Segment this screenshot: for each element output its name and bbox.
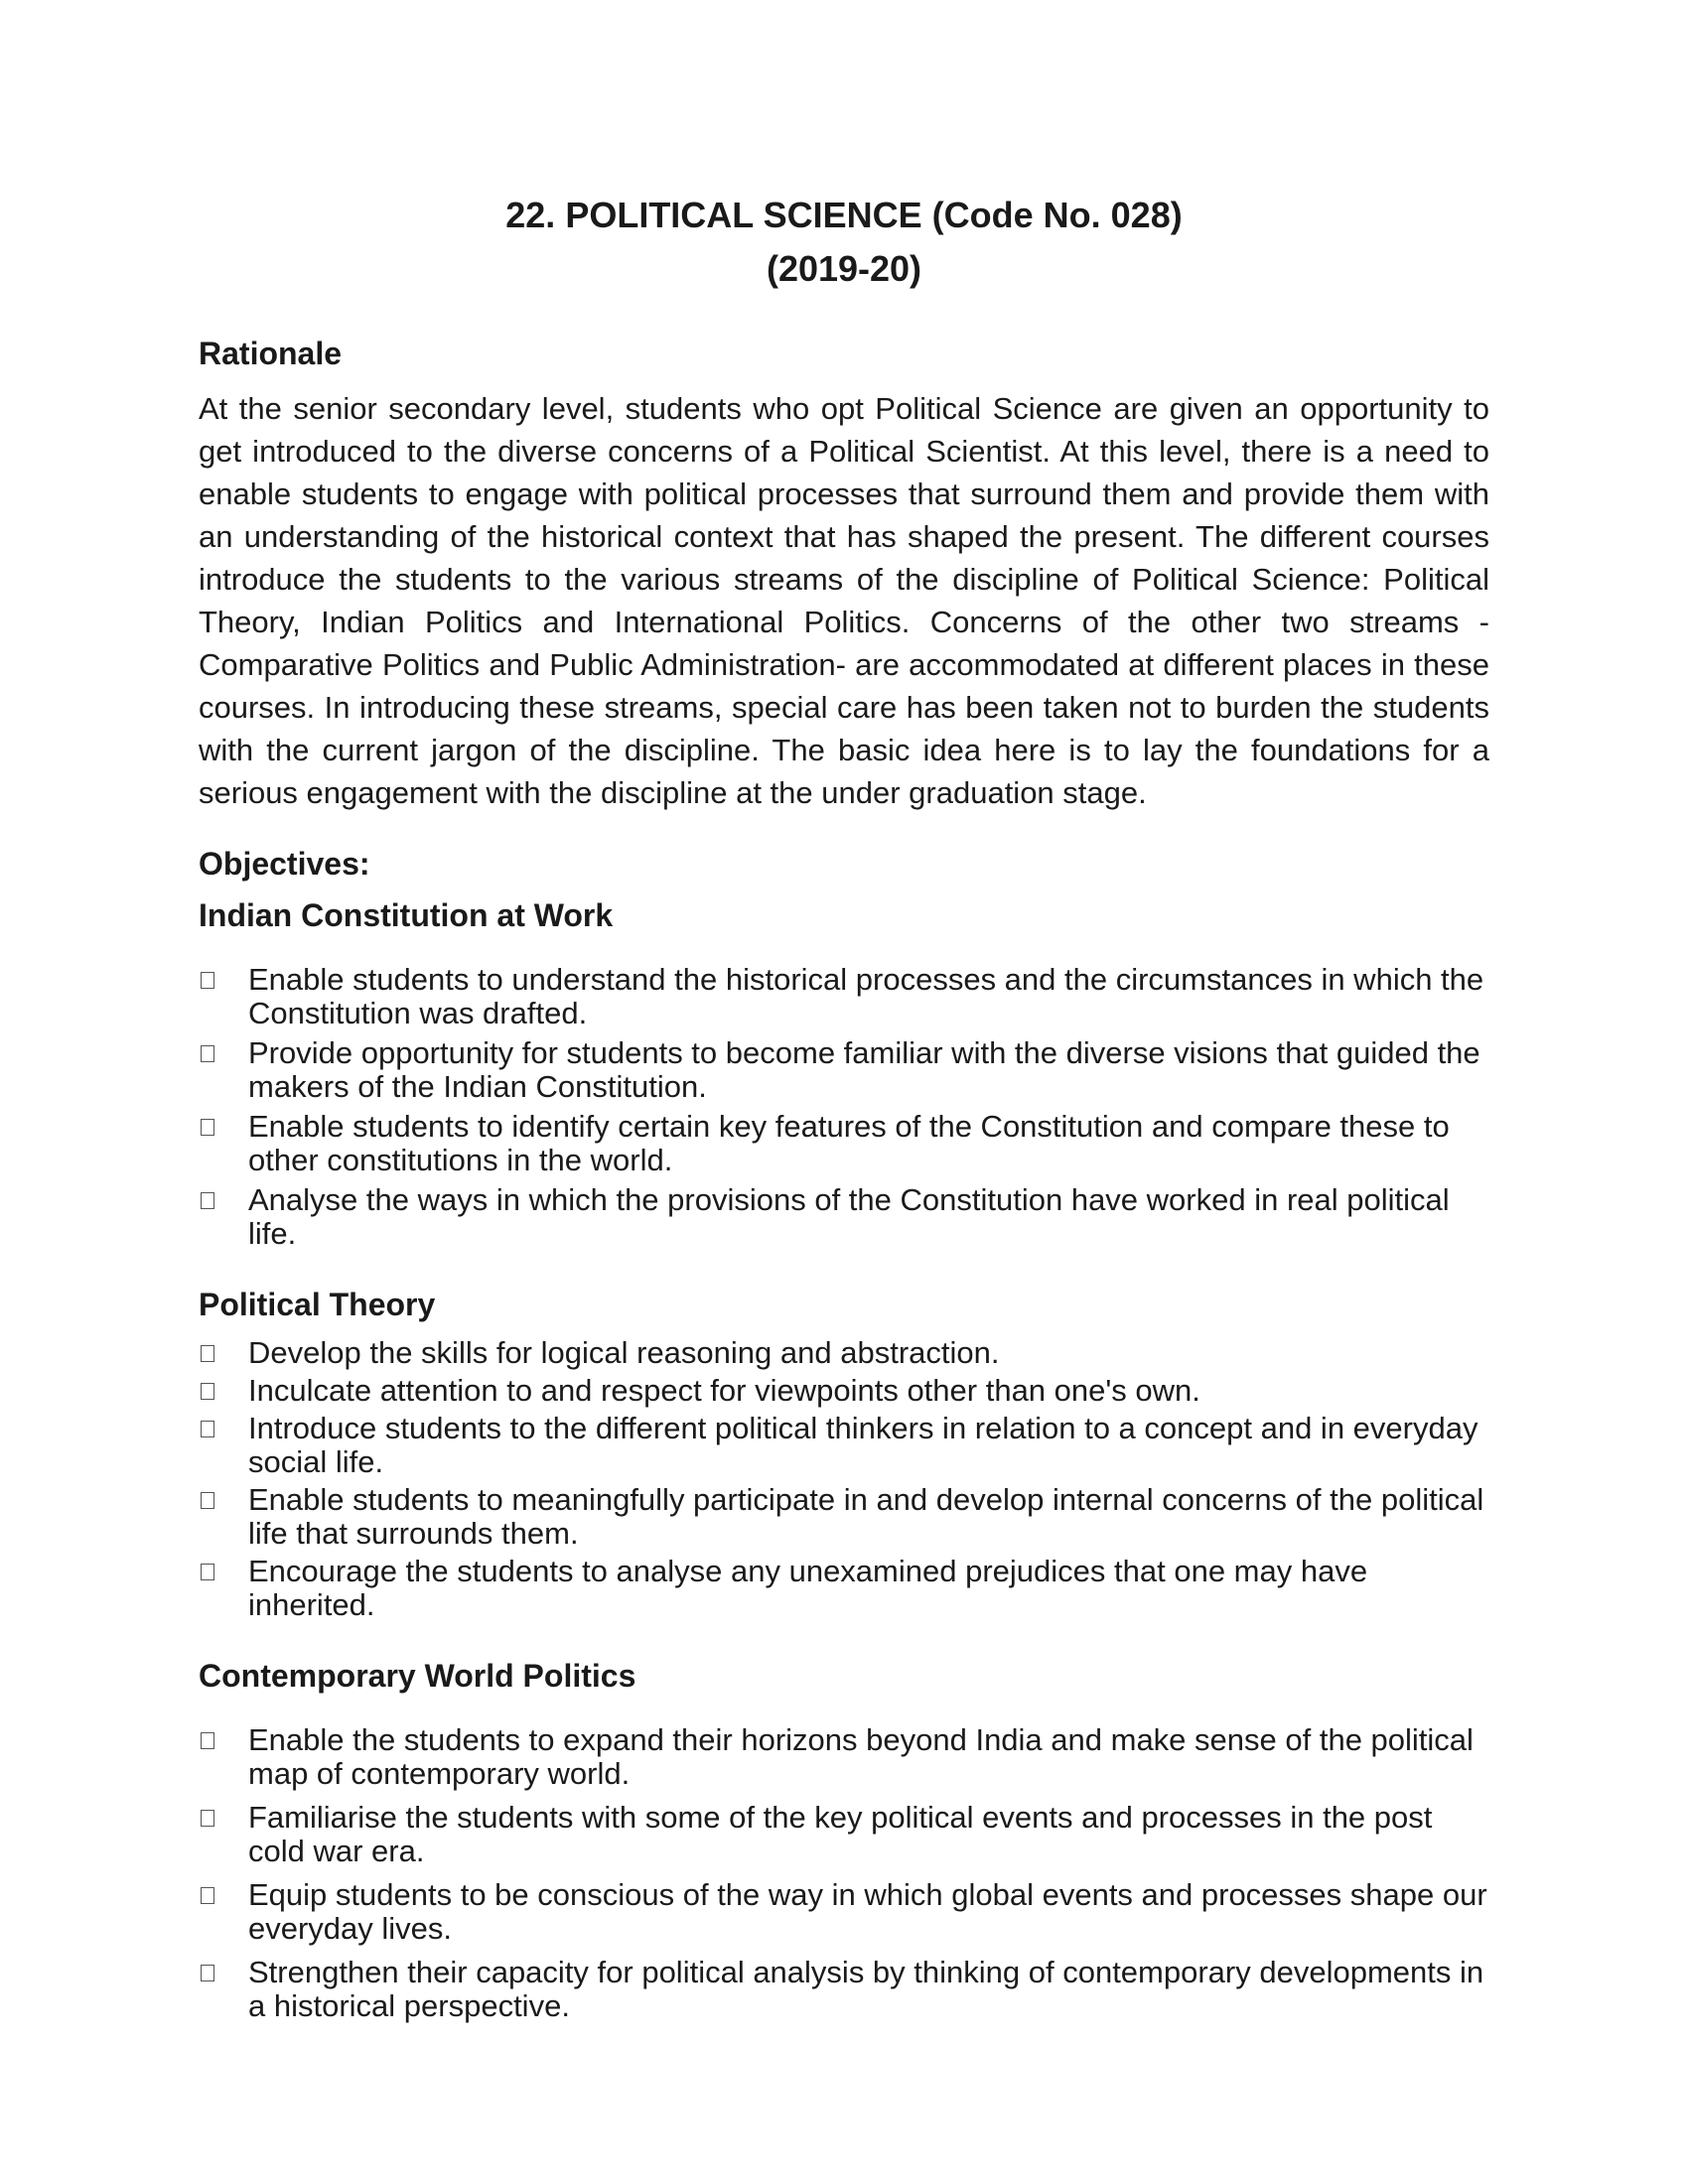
checkbox-bullet-icon xyxy=(201,1119,214,1136)
section-heading-contemporary-world-politics: Contemporary World Politics xyxy=(199,1658,636,1694)
section-heading-political-theory: Political Theory xyxy=(199,1287,436,1322)
checkbox-bullet-icon xyxy=(201,1564,214,1580)
list-item-text: Provide opportunity for students to become familiar with the diverse visions that guided the makers of the Indian Constitution. xyxy=(248,1035,1480,1104)
checkbox-bullet-icon xyxy=(201,1383,214,1400)
indian-constitution-list xyxy=(199,963,1489,1251)
checkbox-bullet-icon xyxy=(201,1345,214,1362)
list-item-text: Enable students to identify certain key features of the Constitution and compare these to other constitutions in the world. xyxy=(248,1109,1450,1177)
title-line-2: (2019-20) xyxy=(766,248,922,289)
list-item-text: Equip students to be conscious of the way in which global events and processes shape our everyday lives. xyxy=(248,1877,1487,1946)
list-item xyxy=(199,1878,1489,1946)
list-item xyxy=(199,1110,1489,1177)
list-item-text: Introduce students to the different political thinkers in relation to a concept and in everyday social life. xyxy=(248,1411,1478,1479)
list-item xyxy=(199,1036,1489,1104)
checkbox-bullet-icon xyxy=(201,972,214,989)
list-item-text: Encourage the students to analyse any unexamined prejudices that one may have inherited. xyxy=(248,1554,1368,1622)
list-item-text: Inculcate attention to and respect for viewpoints other than one's own. xyxy=(248,1373,1200,1408)
list-item xyxy=(199,1956,1489,2023)
list-item xyxy=(199,1336,1489,1370)
checkbox-bullet-icon xyxy=(201,1732,214,1749)
list-item xyxy=(199,1183,1489,1251)
list-item-text: Enable students to understand the historical processes and the circumstances in which the Constitution was drafted. xyxy=(248,962,1484,1030)
checkbox-bullet-icon xyxy=(201,1965,214,1981)
list-item-text: Develop the skills for logical reasoning and abstraction. xyxy=(248,1335,1000,1370)
list-item xyxy=(199,1555,1489,1622)
rationale-paragraph: At the senior secondary level, students who opt Political Science are given an opportunity to get introduced to the diverse concerns of a Political Scientist. At this level, there is a need to enable students to engage with political processes that surround them and provide them with an understanding of the historical context that has shaped the present. The different courses introduce the students to the various streams of the discipline of Political Science: Political Theory, Indian Politics and International Politics. Concerns of the other two streams - Comparative Politics and Public Administration- are accommodated at different places in these courses. In introducing these streams, special care has been taken not to burden the students with the current jargon of the discipline. The basic idea here is to lay the foundations for a serious engagement with the discipline at the under graduation stage. xyxy=(199,391,1489,810)
objectives-heading: Objectives: xyxy=(199,846,370,882)
list-item xyxy=(199,963,1489,1030)
page-title xyxy=(199,189,1489,296)
checkbox-bullet-icon xyxy=(201,1887,214,1904)
checkbox-bullet-icon xyxy=(201,1492,214,1509)
checkbox-bullet-icon xyxy=(201,1810,214,1827)
rationale-heading: Rationale xyxy=(199,336,343,371)
list-item-text: Familiarise the students with some of the key political events and processes in the post cold war era. xyxy=(248,1800,1433,1868)
contemporary-world-politics-list xyxy=(199,1723,1489,2023)
checkbox-bullet-icon xyxy=(201,1045,214,1062)
section-heading-indian-constitution: Indian Constitution at Work xyxy=(199,897,614,933)
list-item-text: Strengthen their capacity for political analysis by thinking of contemporary developments in a historical perspective. xyxy=(248,1955,1484,2023)
political-theory-list xyxy=(199,1336,1489,1622)
document-page xyxy=(199,189,1489,2033)
list-item-text: Enable students to meaningfully participate in and develop internal concerns of the political life that surrounds them. xyxy=(248,1482,1484,1551)
checkbox-bullet-icon xyxy=(201,1192,214,1209)
list-item xyxy=(199,1374,1489,1408)
title-line-1: 22. POLITICAL SCIENCE (Code No. 028) xyxy=(505,195,1183,235)
list-item-text: Analyse the ways in which the provisions of the Constitution have worked in real political life. xyxy=(248,1182,1450,1251)
list-item xyxy=(199,1801,1489,1868)
list-item xyxy=(199,1483,1489,1551)
list-item xyxy=(199,1412,1489,1479)
checkbox-bullet-icon xyxy=(201,1421,214,1437)
list-item xyxy=(199,1723,1489,1791)
list-item-text: Enable the students to expand their horizons beyond India and make sense of the political map of contemporary world. xyxy=(248,1722,1474,1791)
